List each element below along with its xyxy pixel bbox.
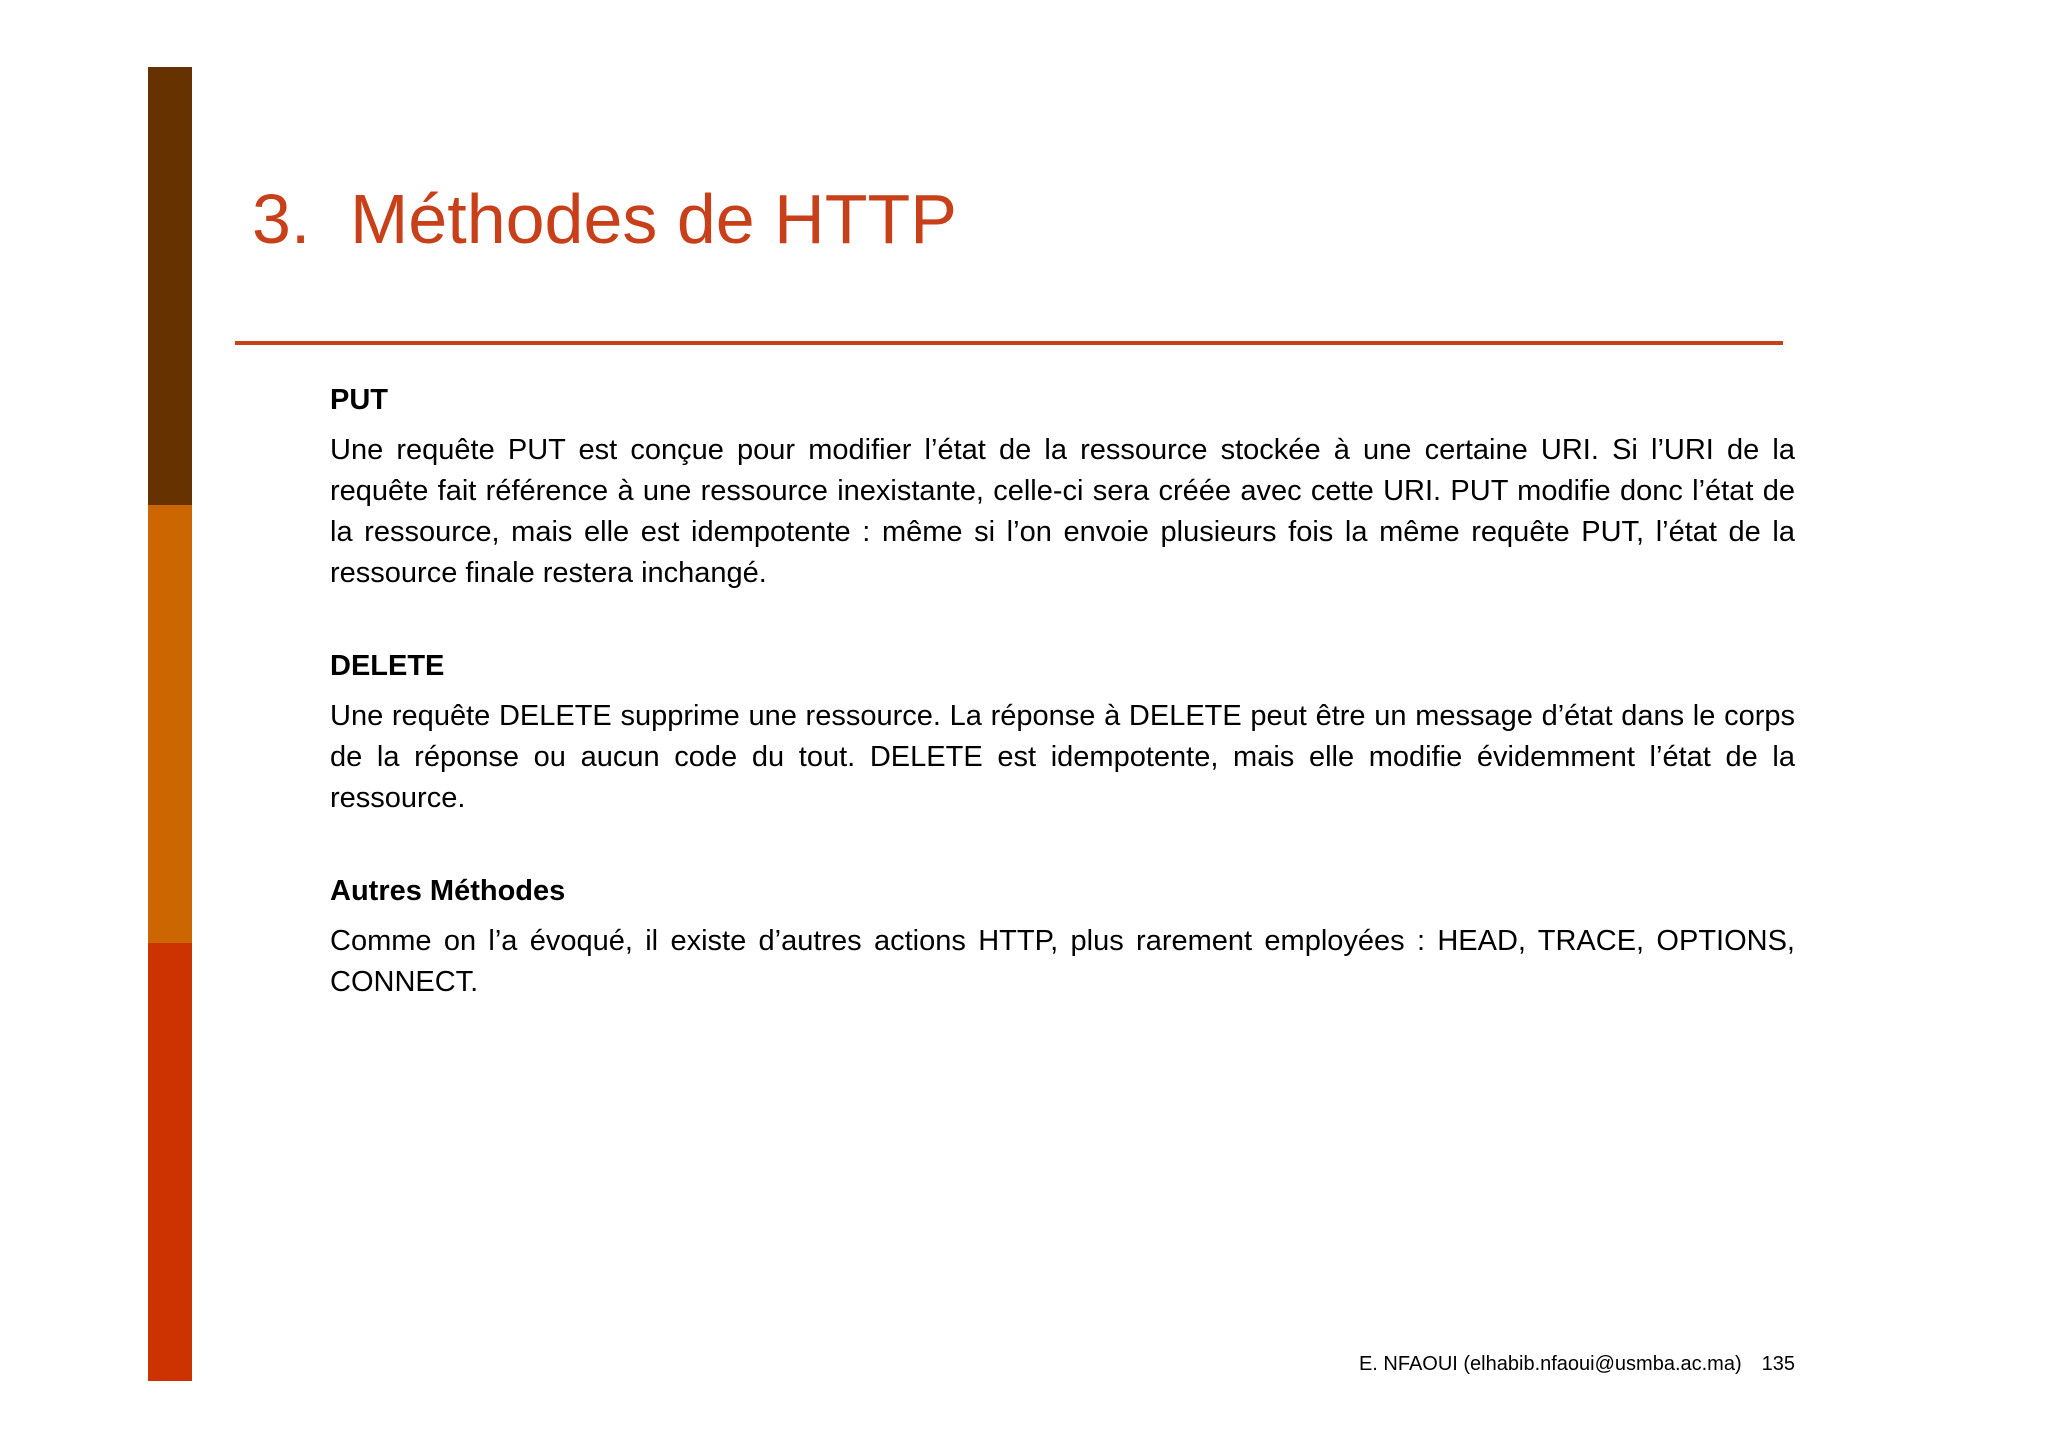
section-autres-methodes bbox=[330, 871, 1795, 1003]
section-heading: PUT bbox=[330, 384, 388, 416]
section-body: Une requête DELETE supprime une ressource. La réponse à DELETE peut être un message d’état dans le corps de la réponse ou aucun code du tout. DELETE est idempotente, mais elle modifie évidemment l’état de la ressource. bbox=[330, 700, 1795, 814]
section-heading: DELETE bbox=[330, 650, 445, 682]
footer bbox=[1200, 1350, 1795, 1378]
section-body: Comme on l’a évoqué, il existe d’autres actions HTTP, plus rarement employées : HEAD, TRACE, OPTIONS, CONNECT. bbox=[330, 925, 1795, 998]
slide-title bbox=[252, 180, 957, 258]
slide-title-number: 3. bbox=[252, 180, 311, 258]
section-delete bbox=[330, 646, 1795, 819]
page-number: 135 bbox=[1761, 1353, 1795, 1375]
side-bar-top bbox=[148, 67, 192, 505]
section-body: Une requête PUT est conçue pour modifier l’état de la ressource stockée à une certaine URI. Si l’URI de la requête fait référence à une ressource inexistante, celle-ci sera créée avec cette URI. PUT modifie donc l’état de la ressource, mais elle est idempotente : même si l’on envoie plusieurs fois la même requête PUT, l’état de la ressource finale restera inchangé. bbox=[330, 434, 1795, 589]
side-bar-bottom bbox=[148, 943, 192, 1381]
title-underline bbox=[235, 341, 1783, 345]
footer-author: E. NFAOUI (elhabib.nfaoui@usmba.ac.ma) bbox=[1358, 1353, 1742, 1375]
slide-content bbox=[330, 380, 1795, 1055]
slide-title-text: Méthodes de HTTP bbox=[350, 180, 957, 258]
section-heading: Autres Méthodes bbox=[330, 875, 566, 907]
section-put bbox=[330, 380, 1795, 594]
side-bar-middle bbox=[148, 505, 192, 943]
